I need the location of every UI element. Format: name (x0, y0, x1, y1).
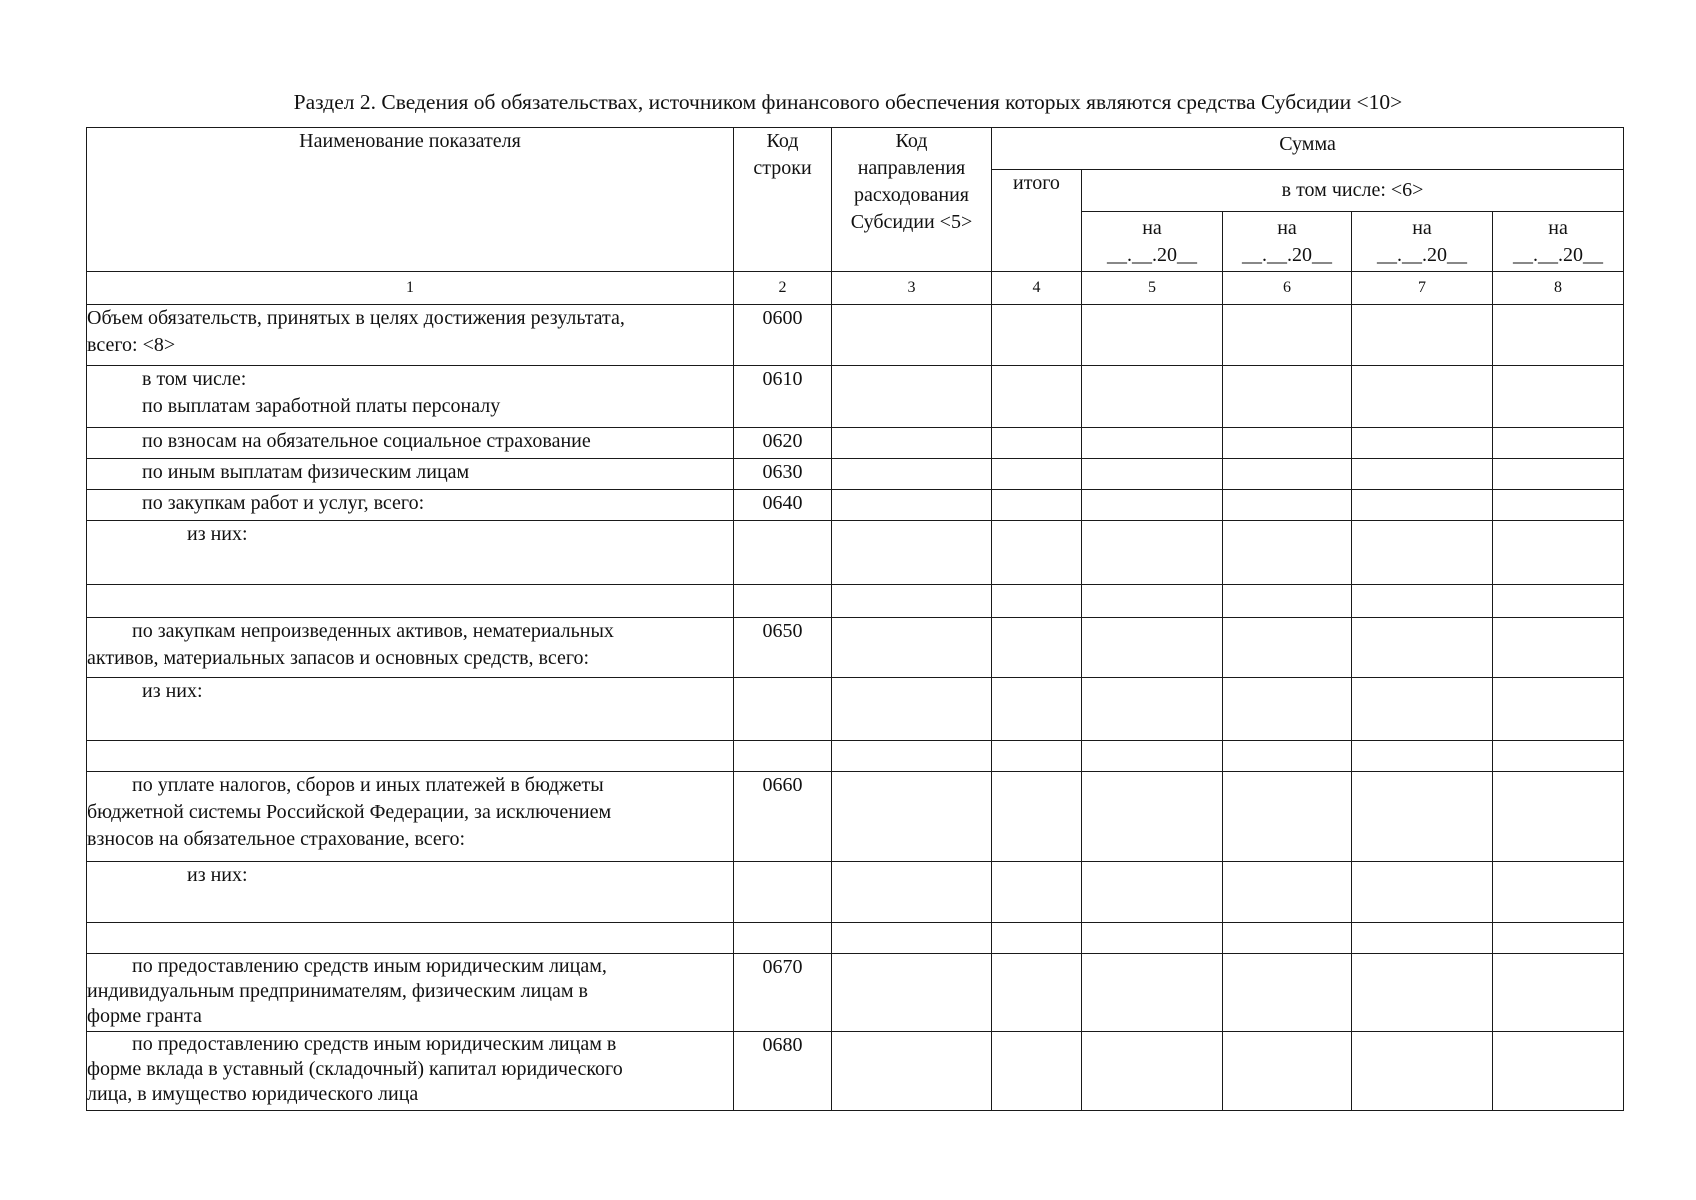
cell-period-3[interactable] (1352, 678, 1493, 741)
cell-period-2[interactable] (1223, 1032, 1352, 1111)
cell-period-2[interactable] (1223, 521, 1352, 585)
column-number: 8 (1493, 272, 1624, 305)
table-row (87, 923, 1624, 954)
period-date: __.__.20__ (1513, 244, 1604, 266)
cell-period-1[interactable] (1082, 954, 1223, 1032)
cell-total[interactable] (992, 366, 1082, 428)
indicator-name: по иным выплатам физическим лицам (87, 459, 734, 490)
cell-total[interactable] (992, 923, 1082, 954)
cell-period-2[interactable] (1223, 428, 1352, 459)
cell-direction[interactable] (832, 1032, 992, 1111)
cell-period-1[interactable] (1082, 521, 1223, 585)
indicator-name[interactable] (87, 923, 734, 954)
row-code: 0650 (734, 618, 832, 678)
cell-total[interactable] (992, 862, 1082, 923)
header-total: итого (992, 170, 1082, 272)
header-period-2 (1223, 212, 1352, 272)
indicator-name[interactable] (87, 585, 734, 618)
cell-total[interactable] (992, 305, 1082, 366)
indicator-text: по предоставлению средств иным юридическим лицам, (132, 955, 607, 977)
cell-period-1[interactable] (1082, 618, 1223, 678)
cell-total[interactable] (992, 618, 1082, 678)
header-direction-line1: Код (895, 130, 928, 152)
cell-period-4[interactable] (1493, 741, 1624, 772)
column-number: 2 (734, 272, 832, 305)
column-number: 1 (87, 272, 734, 305)
row-code: 0670 (734, 954, 832, 1032)
period-prefix: на (1277, 217, 1297, 239)
indicator-name (87, 618, 734, 678)
header-direction-line4: Субсидии <5> (850, 211, 973, 233)
period-date: __.__.20__ (1377, 244, 1467, 266)
cell-period-4[interactable] (1493, 954, 1624, 1032)
indicator-name: из них: (87, 521, 734, 585)
indicator-text: форме вклада в уставный (складочный) капитал юридического (87, 1058, 623, 1080)
indicator-text: индивидуальным предпринимателям, физическим лицам в (87, 980, 588, 1002)
cell-total[interactable] (992, 459, 1082, 490)
table-row (87, 305, 1624, 366)
period-prefix: на (1548, 217, 1568, 239)
table-row (87, 772, 1624, 862)
header-period-1 (1082, 212, 1223, 272)
cell-direction[interactable] (832, 459, 992, 490)
indicator-text: форме гранта (87, 1005, 202, 1027)
row-code[interactable] (734, 585, 832, 618)
period-prefix: на (1412, 217, 1432, 239)
period-date: __.__.20__ (1242, 244, 1332, 266)
cell-period-3[interactable] (1352, 772, 1493, 862)
header-period-4 (1493, 212, 1624, 272)
cell-period-2[interactable] (1223, 862, 1352, 923)
period-date: __.__.20__ (1107, 244, 1197, 266)
cell-period-1[interactable] (1082, 678, 1223, 741)
row-code: 0640 (734, 490, 832, 521)
indicator-text: бюджетной системы Российской Федерации, за исключением (87, 801, 612, 823)
cell-period-4[interactable] (1493, 305, 1624, 366)
cell-period-2[interactable] (1223, 923, 1352, 954)
row-code[interactable] (734, 741, 832, 772)
row-code: 0600 (734, 305, 832, 366)
cell-direction[interactable] (832, 862, 992, 923)
indicator-text: всего: <8> (87, 334, 176, 356)
cell-direction[interactable] (832, 585, 992, 618)
cell-period-4[interactable] (1493, 521, 1624, 585)
cell-period-3[interactable] (1352, 923, 1493, 954)
cell-period-4[interactable] (1493, 585, 1624, 618)
cell-direction[interactable] (832, 618, 992, 678)
column-number: 5 (1082, 272, 1223, 305)
cell-period-3[interactable] (1352, 618, 1493, 678)
cell-direction[interactable] (832, 366, 992, 428)
cell-direction[interactable] (832, 490, 992, 521)
cell-total[interactable] (992, 954, 1082, 1032)
cell-total[interactable] (992, 741, 1082, 772)
cell-total[interactable] (992, 678, 1082, 741)
row-code: 0620 (734, 428, 832, 459)
indicator-name (87, 954, 734, 1032)
cell-period-3[interactable] (1352, 521, 1493, 585)
cell-period-1[interactable] (1082, 459, 1223, 490)
cell-period-4[interactable] (1493, 678, 1624, 741)
cell-period-4[interactable] (1493, 366, 1624, 428)
indicator-text: лица, в имущество юридического лица (87, 1083, 419, 1105)
indicator-name: по взносам на обязательное социальное страхование (87, 428, 734, 459)
cell-period-2[interactable] (1223, 954, 1352, 1032)
row-code: 0660 (734, 772, 832, 862)
indicator-text: Объем обязательств, принятых в целях достижения результата, (87, 307, 625, 329)
row-code: 0610 (734, 366, 832, 428)
row-code: 0630 (734, 459, 832, 490)
indicator-text: в том числе: (142, 368, 247, 390)
indicator-text: взносов на обязательное страхование, всего: (87, 828, 466, 850)
cell-period-2[interactable] (1223, 741, 1352, 772)
cell-period-2[interactable] (1223, 772, 1352, 862)
cell-period-1[interactable] (1082, 366, 1223, 428)
header-row-code-line2: строки (753, 157, 812, 179)
indicator-name: из них: (87, 862, 734, 923)
cell-period-3[interactable] (1352, 366, 1493, 428)
cell-period-1[interactable] (1082, 741, 1223, 772)
cell-period-2[interactable] (1223, 305, 1352, 366)
table-row (87, 618, 1624, 678)
cell-total[interactable] (992, 772, 1082, 862)
cell-period-2[interactable] (1223, 585, 1352, 618)
cell-total[interactable] (992, 521, 1082, 585)
cell-period-1[interactable] (1082, 1032, 1223, 1111)
row-code[interactable] (734, 521, 832, 585)
cell-period-1[interactable] (1082, 490, 1223, 521)
cell-period-4[interactable] (1493, 1032, 1624, 1111)
cell-period-3[interactable] (1352, 954, 1493, 1032)
cell-total[interactable] (992, 490, 1082, 521)
cell-period-3[interactable] (1352, 428, 1493, 459)
table-row (87, 954, 1624, 1032)
cell-period-2[interactable] (1223, 618, 1352, 678)
cell-period-3[interactable] (1352, 1032, 1493, 1111)
row-code[interactable] (734, 862, 832, 923)
indicator-text: активов, материальных запасов и основных средств, всего: (87, 647, 590, 669)
cell-period-4[interactable] (1493, 772, 1624, 862)
indicator-name[interactable] (87, 741, 734, 772)
table-row (87, 741, 1624, 772)
cell-total[interactable] (992, 585, 1082, 618)
cell-period-1[interactable] (1082, 305, 1223, 366)
cell-period-3[interactable] (1352, 490, 1493, 521)
indicator-name (87, 772, 734, 862)
cell-period-3[interactable] (1352, 305, 1493, 366)
cell-period-1[interactable] (1082, 923, 1223, 954)
cell-direction[interactable] (832, 954, 992, 1032)
cell-period-3[interactable] (1352, 741, 1493, 772)
cell-direction[interactable] (832, 741, 992, 772)
column-number: 6 (1223, 272, 1352, 305)
cell-direction[interactable] (832, 923, 992, 954)
indicator-name: из них: (87, 678, 734, 741)
cell-period-2[interactable] (1223, 459, 1352, 490)
table-row (87, 428, 1624, 459)
column-number: 4 (992, 272, 1082, 305)
cell-period-3[interactable] (1352, 862, 1493, 923)
indicator-name: по закупкам работ и услуг, всего: (87, 490, 734, 521)
cell-period-1[interactable] (1082, 585, 1223, 618)
cell-direction[interactable] (832, 678, 992, 741)
header-direction-line3: расходования (854, 184, 969, 206)
header-period-3 (1352, 212, 1493, 272)
table-row (87, 490, 1624, 521)
indicator-name (87, 366, 734, 428)
cell-period-2[interactable] (1223, 678, 1352, 741)
cell-period-3[interactable] (1352, 459, 1493, 490)
header-direction-line2: направления (857, 157, 966, 179)
cell-total[interactable] (992, 1032, 1082, 1111)
cell-period-2[interactable] (1223, 366, 1352, 428)
obligations-table (86, 127, 1624, 1111)
row-code[interactable] (734, 923, 832, 954)
cell-direction[interactable] (832, 521, 992, 585)
table-row (87, 862, 1624, 923)
cell-direction[interactable] (832, 305, 992, 366)
header-sum: Сумма (992, 128, 1624, 170)
column-number: 3 (832, 272, 992, 305)
cell-period-1[interactable] (1082, 428, 1223, 459)
cell-period-4[interactable] (1493, 459, 1624, 490)
section-title: Раздел 2. Сведения об обязательствах, источником финансового обеспечения которых являются средства Субсидии <10> (293, 90, 1403, 114)
table-row (87, 585, 1624, 618)
indicator-text: по уплате налогов, сборов и иных платежей в бюджеты (132, 774, 604, 796)
period-prefix: на (1142, 217, 1162, 239)
indicator-text: по выплатам заработной платы персоналу (142, 395, 501, 417)
cell-direction[interactable] (832, 772, 992, 862)
cell-period-4[interactable] (1493, 862, 1624, 923)
table-row (87, 678, 1624, 741)
header-including: в том числе: <6> (1082, 170, 1624, 212)
cell-period-1[interactable] (1082, 772, 1223, 862)
cell-period-4[interactable] (1493, 923, 1624, 954)
cell-total[interactable] (992, 428, 1082, 459)
header-row-code (734, 128, 832, 272)
table-row (87, 521, 1624, 585)
table-row (87, 366, 1624, 428)
cell-period-4[interactable] (1493, 490, 1624, 521)
indicator-text: по предоставлению средств иным юридическим лицам в (132, 1033, 617, 1055)
header-indicator-name: Наименование показателя (87, 128, 734, 272)
indicator-text: по закупкам непроизведенных активов, нематериальных (132, 620, 614, 642)
column-number: 7 (1352, 272, 1493, 305)
cell-period-2[interactable] (1223, 490, 1352, 521)
row-code[interactable] (734, 678, 832, 741)
cell-direction[interactable] (832, 428, 992, 459)
header-direction-code (832, 128, 992, 272)
cell-period-4[interactable] (1493, 428, 1624, 459)
indicator-name (87, 305, 734, 366)
cell-period-4[interactable] (1493, 618, 1624, 678)
table-row (87, 1032, 1624, 1111)
row-code: 0680 (734, 1032, 832, 1111)
header-row-code-line1: Код (766, 130, 799, 152)
cell-period-3[interactable] (1352, 585, 1493, 618)
table-row (87, 459, 1624, 490)
cell-period-1[interactable] (1082, 862, 1223, 923)
indicator-name (87, 1032, 734, 1111)
